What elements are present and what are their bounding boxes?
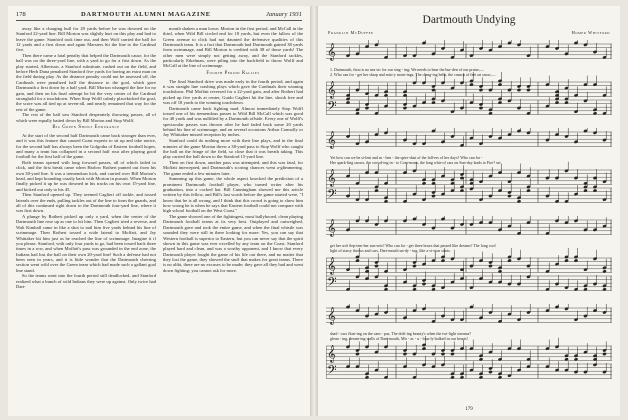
issue-date: January 1931 [266,11,302,18]
lyric-line: glean - ing, dream-ing walls of Dart-mouth, Mir - ac - u - lous-ly bulked in our hearts! [330,336,468,341]
section-heading: Fourth Period Rallies [206,71,260,77]
paragraph: Then Stanford opened up. They seemed Caglieri off tackle, and tossed laterals over the ends, pulling tackles out of the line to form the guards, and all of this continued right down to the Dartmouth four-yard line, where it was first down. [16,192,156,214]
lyric-line: 2. Who can for - get her sharp and mist-y morn-ings, The clang-ing bells, the crunch of feet on snow,— [330,72,496,77]
music-staff [326,304,612,388]
lyric-line: Yet how can we be si-lent and m - ben - the spire-dust of the fall-ers of her days? Who can for - [330,155,483,160]
paragraph: The final Stanford drive was made early in the fourth period, and again it was straight line crashing plays which gave the Cardinals their winning touchdown. Phil Moffatt reversed for a 22-yard gain, and after Rothert had picked up five yards at center, Guido Caglieri hit the line, shook free and was off 18 yards to the winning touchdown. [163,78,303,105]
treble-clef-icon: 𝄞 [327,308,336,325]
page-gutter [310,6,318,416]
paragraph: At the start of the second half Dartmouth came back stronger than ever, and it was this feature that caused Coast experts to sit up and take notice, for the second half has always been the Golgotha of Eastern football hopes, and many a team has collapsed in a second half rout after playing good football for the first half of the game. [16,132,156,160]
music-system-1 [326,40,612,124]
music-system-4 [326,304,612,388]
treble-clef-icon: 𝄞 [327,132,336,149]
bass-clef-icon: 𝄢 [327,364,337,381]
article-column-1 [16,26,156,410]
lyric-line: shad - ows float-ing on the cam - pus, The drift-ing beauty's when the twi-light streams? [330,331,472,336]
treble-clef-icon: 𝄞 [327,258,336,275]
paragraph: So the teams went into the fourth period still deadlocked, and Stanford realized what a bunch of wild Indians they were up against. Only twice had Dart- [16,273,156,289]
magazine-title: DARTMOUTH ALUMNI MAGAZINE [80,11,211,18]
article-column-2 [163,26,303,410]
composer-credit: Franklin McDuffee [328,30,374,35]
treble-clef-icon: 𝄞 [327,170,336,187]
right-page [318,6,620,416]
paragraph: Summing up this game, the whole aspect knocked the prediction of a prominent Dartmouth football player, who turned writer after his graduation, into a cocked hat. Bill Cunningham showed me this article written by this fellow, and Bill's last words before the game started were, "I know that he is all wrong, and I think that this crowd is going to show him how wrong he is when he says that Eastern football could not compare with high school football on the West Coast." [163,176,303,214]
music-staff [326,40,612,124]
left-page [8,6,310,416]
paragraph: Dartmouth came back fighting mad. Almost immediately Stop Wolff tossed one of his tremendous passes to Wild Bill McCall which was good for 40 yards and was nullified by a Dartmouth offside. Every one of Wolff's spectacular passes was thrown after he had faded back some 20 yards behind his line of scrimmage, and on several occasions Arthur Connolly or Jay Whittaker missed reception by inches. [163,105,303,138]
music-staff [326,128,612,212]
paragraph: away like a charging bull for 29 yards before he was downed on the Stanford 22-yard line. Bill Morton was slightly hurt on this play and had to leave the game. Stanford took time out, and then Wolf carried the ball for 12 yards and a first down and again Marsters hit the line to the Cardinal five. [16,26,156,53]
running-head [16,11,302,21]
song-title: Dartmouth Undying [422,14,516,26]
paragraph: Both teams opened with long forward passes, all of which failed to click, and the first break came when Harlow Rothert punted out from his own 30-yard line. It was a tremendous kick, and carried over Bill Morton's head, and kept bounding crazily back with Morton in pursuit. When Morton finally picked it up he was downed in his tracks on his own 15-yard line, and kicked out only to his 45. [16,159,156,192]
paragraph: A plunge by Rothert picked up only a yard, when the center of the Dartmouth line rose up as one to hit him. Then Caglieri tried a reverse, and Walt Kimball came in like a shot to nail him five yards behind his line of scrimmage. Then Rothert tossed a wide lateral to Moffatt, and Jay Whittaker hit him just as he reached the line of scrimmage. Imagine it if you please. Stanford, with only four yards to go, had been tossed back three times in a row, and when Moffatt's pass was grounded in the end zone, the Indians had lost the ball on their own 20-yard line! Such a defense had not been seen in years, and it is little wonder that the Dartmouth cheering section went wild over the Green team which had made such a gallant goal line stand. [16,214,156,273]
paragraph: The game showed one of the fightingest, most ballyhooed, clean playing Dartmouth football teams at its very best. Outplayed and outweighed, Dartmouth gave and took the entire game, and when the final whistle was sounded they were still in there looking for more. Yes, you can say that Western football is superior to Eastern, but you can never say that the spirit shown in this game was ever excelled by any team on the Coast. Stanford played hard and clean, and was a worthy opponent, and I know that every Dartmouth player fought the game of his life out there, and no matter that they lost the game, they showed the stuff that makes for great teams. There is no alibi, there are no excuses to be made; they gave all they had and went down fighting; you cannot ask for more. [163,214,303,273]
treble-clef-icon: 𝄞 [327,346,336,363]
treble-clef-icon: 𝄞 [327,220,336,237]
left-page-number: 178 [16,11,26,18]
paragraph: Stanford could do nothing more with their line plays, and in the final minutes of the game Morton threw a 38-yard pass to Stop Wolff who caught the ball on the fringe of the field, so close that it was breath taking. This play carried the ball down to the Stanford 15-yard line. [163,138,303,160]
music-staff [326,216,612,300]
music-system-3 [326,216,612,300]
treble-clef-icon: 𝄞 [327,82,336,99]
lyric-line: Her spark-ling snows, the crowd-ing in - to Com-mons, the long whir-of cars on Sun-day leads to Fire? set [330,160,501,165]
right-page-number: 179 [465,407,473,412]
lyric-line: light of starry throws and cars, Dart-mouth un-dy - ing, like a vi-sion starts. [330,248,451,253]
bass-clef-icon: 𝄢 [327,188,337,205]
lyric-line: 1. Dartmouth, thou is no mu-sic for our sing - ing; We needs to bear the bur-den of our praise,— [330,67,484,72]
paragraph: Then there came a fatal penalty that helped the Dartmouth cause, for the ball was on the three-yard line, with a yard to go for a first down. As the play started, Albertson, a Stanford substitute, rushed out on the field, and before Herb Dana penalized Stanford five yards for having an extra man on the field during play. As the distance penalty could not be assessed off, the Cardinals were penalized half the distance to the goal, which gave Dartmouth a first down by a half yard. Bill Morton whanged the line for no gain, and then on his final attempt he hit the very center of the Cardinal stronghold for a touchdown. When Stop Wolff calmly placekicked the goal, the score was all tied up at seven-all, and nearly remained that way for the rest of the game. [16,53,156,112]
bass-clef-icon: 𝄢 [327,100,337,117]
paragraph: The rest of the half saw Stanford desperately throwing passes, all of which were equally batted down by Bill Morton and Stop Wolff. [16,112,156,123]
paragraph: mouth shaken a man loose; Morton in the first period, and McCall in the third, when Wild Bill circled end for 18 yards, but even the fallow of the Green avenue to click had not daunted the defensive qualities of this Dartmouth team. It is a fact that Dartmouth had Dartmouth gained 38 yards from scrimmage, and Bill Morton is credited with 38 of those yards! The other men were simply not getting away, and the Stanford tackles, particularly Eikelman, were piling into the backfield to throw Wolff and McCall at the line of scrimmage. [163,26,303,69]
section-heading: Big Green Shows Endurance [52,125,120,131]
bass-clef-icon: 𝄢 [327,276,337,293]
paragraph: Then on first down, another pass was attempted, and this was fatal, for Moffatt intercepted, and Dartmouth's scoring chances went a-glimmering. The game ended a few minutes later. [163,159,303,176]
lyricist-credit: Homer Whitford [571,30,610,35]
lyric-line: get her soft Sep-tem-ber sun-sets? Who can for - get three hours that passed like dreams? The long cool [330,243,496,248]
music-system-2 [326,128,612,212]
treble-clef-icon: 𝄞 [327,44,336,61]
